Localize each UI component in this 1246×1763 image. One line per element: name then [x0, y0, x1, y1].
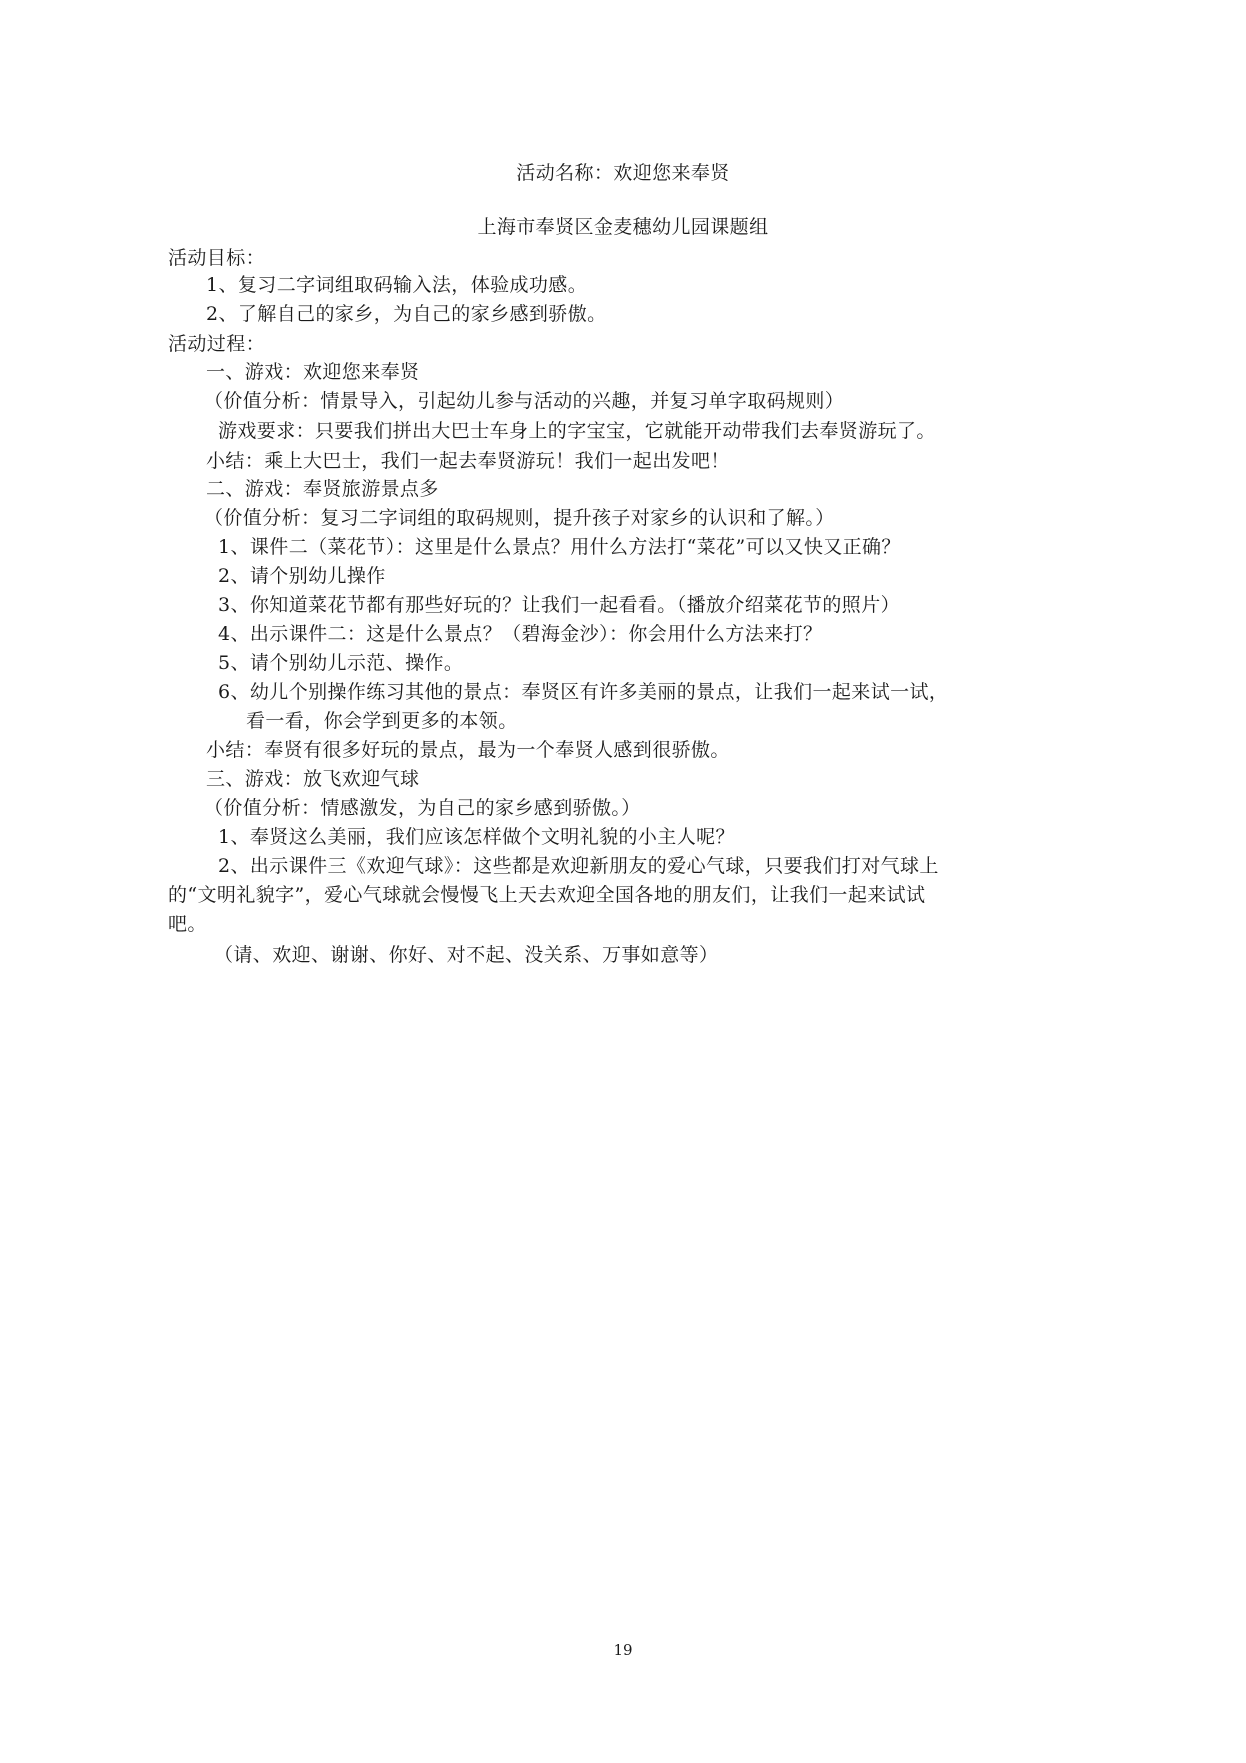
page-number: 19	[613, 1641, 633, 1659]
process-heading: 活动过程：	[168, 333, 266, 355]
activity-title: 活动名称：欢迎您来奉贤	[516, 162, 730, 184]
game1-value: （价值分析：情景导入，引起幼儿参与活动的兴趣，并复习单字取码规则）	[204, 390, 845, 412]
game1-summary: 小结：乘上大巴士，我们一起去奉贤游玩！我们一起出发吧！	[206, 450, 730, 472]
game2-step: 6、幼儿个别操作练习其他的景点：奉贤区有许多美丽的景点，让我们一起来试一试，	[218, 681, 949, 703]
game3-step-continued: 的“文明礼貌字”，爱心气球就会慢慢飞上天去欢迎全国各地的朋友们，让我们一起来试试	[168, 884, 926, 906]
game2-step: 5、请个别幼儿示范、操作。	[218, 652, 464, 674]
game3-step-continued: 吧。	[168, 913, 207, 935]
game3-value: （价值分析：情感激发，为自己的家乡感到骄傲。）	[204, 797, 641, 819]
game2-step-continued: 看一看，你会学到更多的本领。	[246, 710, 518, 732]
goal-item: 1、复习二字词组取码输入法，体验成功感。	[206, 274, 588, 296]
game2-step: 3、你知道菜花节都有那些好玩的？让我们一起看看。（播放介绍菜花节的照片）	[218, 594, 900, 616]
game3-examples: （请、欢迎、谢谢、你好、对不起、没关系、万事如意等）	[214, 944, 719, 966]
game3-step: 1、奉贤这么美丽，我们应该怎样做个文明礼貌的小主人呢？	[218, 826, 735, 848]
game2-value: （价值分析：复习二字词组的取码规则，提升孩子对家乡的认识和了解。）	[204, 507, 835, 529]
game3-title: 三、游戏：放飞欢迎气球	[206, 768, 420, 790]
game2-title: 二、游戏：奉贤旅游景点多	[206, 478, 439, 500]
game2-step: 4、出示课件二：这是什么景点？（碧海金沙）：你会用什么方法来打？	[218, 623, 823, 645]
game2-summary: 小结：奉贤有很多好玩的景点，最为一个奉贤人感到很骄傲。	[206, 739, 730, 761]
game3-step: 2、出示课件三《欢迎气球》：这些都是欢迎新朋友的爱心气球，只要我们打对气球上	[218, 855, 939, 877]
game2-step: 1、课件二（菜花节）：这里是什么景点？用什么方法打“菜花”可以又快又正确？	[218, 536, 901, 558]
game2-step: 2、请个别幼儿操作	[218, 565, 386, 587]
author-line: 上海市奉贤区金麦穗幼儿园课题组	[477, 216, 769, 238]
game1-requirement: 游戏要求：只要我们拼出大巴士车身上的字宝宝，它就能开动带我们去奉贤游玩了。	[218, 420, 936, 442]
game1-title: 一、游戏：欢迎您来奉贤	[206, 361, 420, 383]
goal-item: 2、了解自己的家乡，为自己的家乡感到骄傲。	[206, 303, 607, 325]
goals-heading: 活动目标：	[168, 247, 266, 269]
